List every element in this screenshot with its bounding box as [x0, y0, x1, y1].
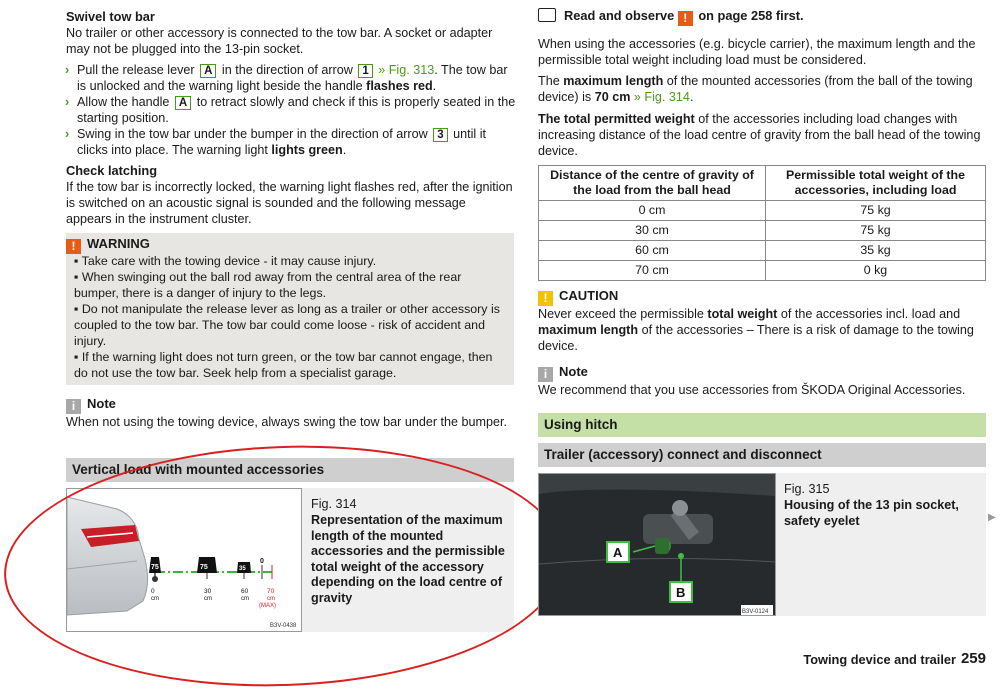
- check-latching-paragraph: If the tow bar is incorrectly locked, the warning light flashes red, after the ignition is switched on an acoustic signal is sounded and the following message appears in the instrument cluster.: [66, 180, 513, 226]
- figure-code: B3V-0438: [270, 623, 297, 629]
- dist-label-30: 30: [204, 588, 212, 595]
- note-paragraph: When not using the towing device, always swing the tow bar under the bumper.: [66, 415, 508, 429]
- footer-title: Towing device and trailer: [803, 652, 956, 667]
- section-vertical-load: Vertical load with mounted accessories: [66, 458, 514, 482]
- read-observe-line: Read and observe ! on page 258 first.: [538, 8, 804, 26]
- callout-b: B: [676, 585, 686, 600]
- dist-label-60: 60: [241, 588, 249, 595]
- table-row: 60 cm 35 kg: [539, 241, 986, 261]
- table-row: 0 cm 75 kg: [539, 201, 986, 221]
- note-paragraph-right: We recommend that you use accessories from ŠKODA Original Accessories.: [538, 383, 966, 397]
- dist-label-70: 70: [267, 588, 275, 595]
- dist-unit: cm: [204, 596, 212, 602]
- step-2: › Allow the handle A to retract slowly and check if this is properly seated in the starting position.: [65, 95, 516, 125]
- weight-label-70: 0: [260, 558, 264, 565]
- check-latching-heading: Check latching: [66, 163, 158, 178]
- hitch-diagram: [539, 474, 775, 615]
- note-icon: i: [66, 399, 81, 414]
- warning-list: [74, 253, 504, 381]
- dist-unit: cm: [267, 596, 275, 602]
- swivel-heading: Swivel tow bar: [66, 9, 155, 24]
- car-load-diagram: [67, 489, 301, 631]
- max-length-paragraph: The maximum length of the mounted accessories (from the ball of the towing device) is 70 cm » Fig. 314.: [538, 74, 973, 104]
- step-arrow-icon: ›: [65, 127, 70, 141]
- table-header-row: [539, 166, 986, 201]
- max-label: (MAX): [259, 603, 276, 609]
- figure-314-caption: Representation of the maximum length of the mounted accessories and the permissible total weight of the accessory depending on the load centre of gravity: [311, 513, 505, 605]
- fig-313-link[interactable]: » Fig. 313: [374, 63, 435, 77]
- weight-table: [538, 165, 986, 281]
- weight-label-30: 75: [200, 564, 208, 571]
- caution-paragraph: Never exceed the permissible total weight of the accessories incl. load and maximum length of the accessories – There is a risk of damage to the towing device.: [538, 307, 974, 353]
- table-header: Permissible total weight of the accessories, including load: [766, 166, 986, 201]
- label-box-3: 3: [433, 128, 447, 142]
- warning-item: ▪ Take care with the towing device - it may cause injury.: [74, 254, 377, 268]
- step-1: › Pull the release lever A in the direction of arrow 1 » Fig. 313. The tow bar is unlocked and the warning light beside the handle flashes red.: [65, 63, 508, 93]
- caution-header: ! CAUTION: [538, 288, 618, 306]
- note-icon: i: [538, 367, 553, 382]
- figure-314-panel: [66, 488, 514, 632]
- table-header: Distance of the centre of gravity of the load from the ball head: [539, 166, 766, 201]
- step-arrow-icon: ›: [65, 95, 70, 109]
- note-header-right: i Note: [538, 364, 588, 382]
- step-3: › Swing in the tow bar under the bumper in the direction of arrow 3 until it clicks into place. The warning light lights green.: [65, 127, 487, 157]
- label-box-a: A: [200, 64, 216, 78]
- caution-icon: !: [538, 291, 553, 306]
- note-header: i Note: [66, 396, 116, 414]
- warning-header: ! WARNING: [66, 236, 150, 254]
- accessories-paragraph: When using the accessories (e.g. bicycle carrier), the maximum length and the permissible total weight including load must be considered.: [538, 37, 976, 67]
- figure-315-number: Fig. 315: [784, 482, 830, 496]
- swivel-paragraph: No trailer or other accessory is connected to the tow bar. A socket or adapter may not be plugged into the 13-pin socket.: [66, 26, 493, 56]
- warning-item: ▪ Do not manipulate the release lever as long as a trailer or other accessory is coupled to the tow bar. The tow bar could come loose - risk of accident and injury.: [74, 302, 500, 348]
- label-box-1: 1: [358, 64, 372, 78]
- callout-a: A: [613, 545, 623, 560]
- book-icon: [538, 8, 556, 22]
- weight-label-60: 35: [239, 566, 246, 572]
- swivel-steps: [66, 62, 516, 158]
- section-using-hitch: Using hitch: [538, 413, 986, 437]
- figure-314-number: Fig. 314: [311, 497, 357, 511]
- warning-item: ▪ When swinging out the ball rod away from the central area of the rear bumper, there is a danger of injury to the legs.: [74, 270, 462, 300]
- total-weight-paragraph: The total permitted weight of the accessories including load changes with increasing distance of the load centre of gravity from the ball head of the towing device.: [538, 112, 981, 158]
- dist-unit: cm: [151, 596, 159, 602]
- weight-label-0: 75: [151, 564, 159, 571]
- fig-314-link[interactable]: » Fig. 314: [630, 90, 690, 104]
- warning-box: [66, 233, 514, 385]
- figure-315-caption: Housing of the 13 pin socket, safety eyelet: [784, 498, 959, 528]
- warning-icon: !: [678, 11, 693, 26]
- figure-315-image: [538, 473, 776, 616]
- dist-label-0: 0: [151, 588, 155, 595]
- page-number: 259: [960, 650, 986, 667]
- table-row: 70 cm 0 kg: [539, 261, 986, 281]
- table-row: 30 cm 75 kg: [539, 221, 986, 241]
- section-trailer-connect: Trailer (accessory) connect and disconnect: [538, 443, 986, 467]
- warning-icon: !: [66, 239, 81, 254]
- warning-item: ▪ If the warning light does not turn green, or the tow bar cannot engage, then do not use the tow bar. Seek help from a specialist garage.: [74, 350, 493, 380]
- figure-315-panel: [538, 473, 986, 616]
- label-box-a: A: [175, 96, 191, 110]
- dist-unit: cm: [241, 596, 249, 602]
- figure-code: B3V-0124: [742, 609, 769, 615]
- continue-arrow-icon: ▶: [988, 512, 996, 523]
- figure-314-image: [66, 488, 302, 632]
- step-arrow-icon: ›: [65, 63, 70, 77]
